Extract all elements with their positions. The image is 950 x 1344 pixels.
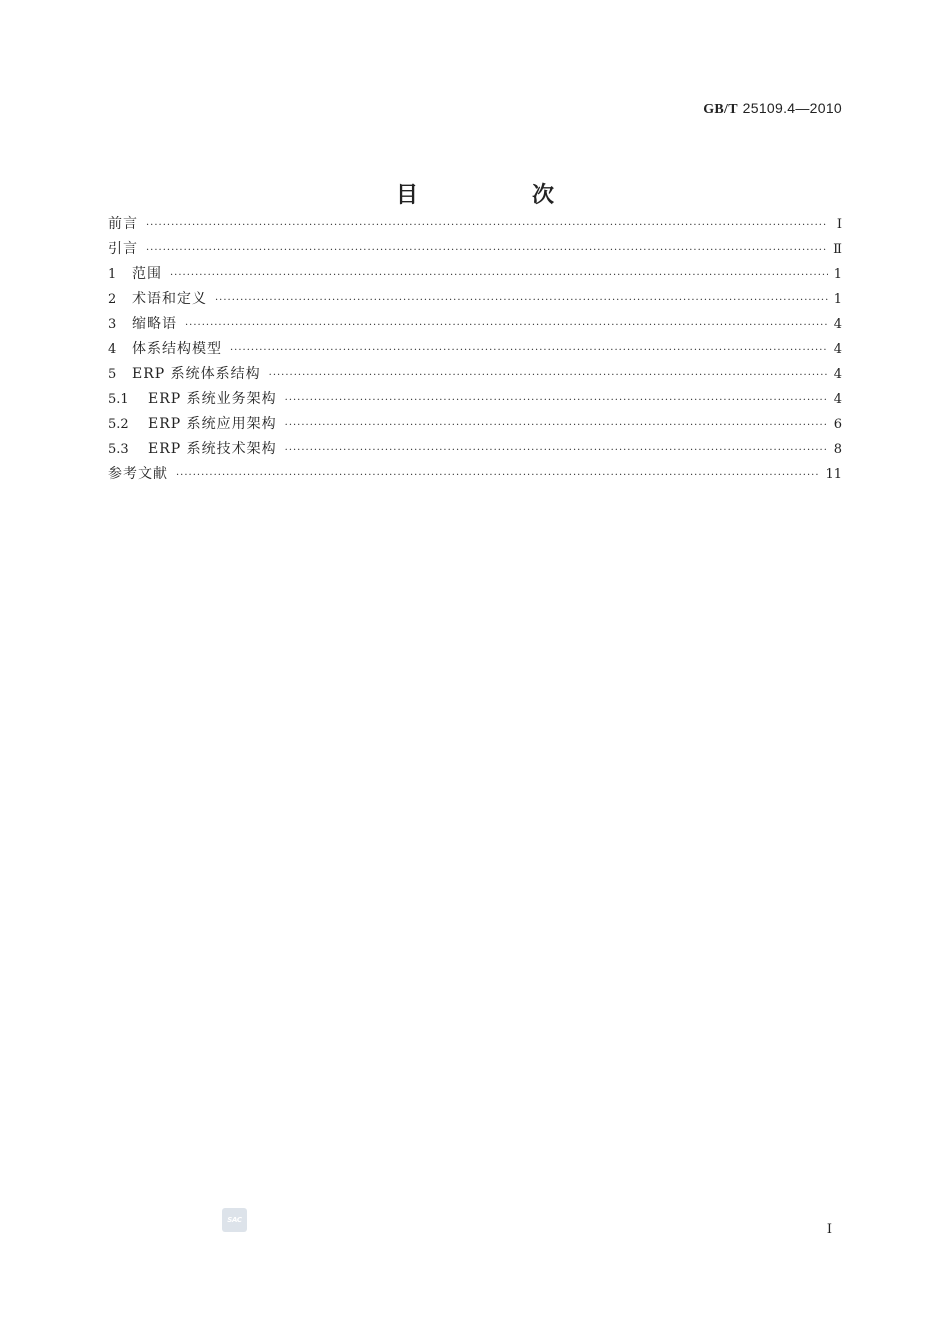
- toc-entry-label: ERP 系统应用架构: [148, 416, 277, 432]
- toc-entry-page: 11: [825, 467, 842, 482]
- toc-entry-page: 1: [833, 292, 842, 307]
- toc-entry-page: Ⅱ: [833, 242, 842, 257]
- toc-leader-dots: [285, 438, 828, 463]
- toc-entry-number: 2: [108, 292, 117, 307]
- toc-entry-number: 5: [108, 367, 117, 382]
- toc-entry[interactable]: [108, 462, 842, 487]
- toc-entry-number: 5.2: [108, 417, 129, 432]
- toc-entry[interactable]: [108, 312, 842, 337]
- toc-leader-dots: [176, 463, 819, 488]
- toc-entry[interactable]: [108, 212, 842, 237]
- toc-entry-label: 缩略语: [132, 316, 177, 332]
- standard-code: [703, 100, 842, 118]
- toc-entry-label: 体系结构模型: [132, 341, 222, 357]
- toc-entry[interactable]: [108, 287, 842, 312]
- toc-leader-dots: [285, 413, 828, 438]
- standard-prefix: GB/T: [703, 102, 738, 117]
- toc-entry-page: 4: [833, 392, 842, 407]
- toc-entry-label: ERP 系统体系结构: [132, 366, 261, 382]
- toc-entry-label: 参考文献: [108, 466, 168, 482]
- toc-entry-page: Ⅰ: [836, 217, 842, 232]
- toc-leader-dots: [230, 338, 828, 363]
- toc-entry[interactable]: [108, 262, 842, 287]
- toc-leader-dots: [185, 313, 828, 338]
- toc-leader-dots: [269, 363, 828, 388]
- toc-entry-number: 4: [108, 342, 117, 357]
- toc-entry[interactable]: [108, 412, 842, 437]
- toc-leader-dots: [146, 238, 827, 263]
- page-number: Ⅰ: [826, 1222, 832, 1237]
- toc-entry-page: 6: [833, 417, 842, 432]
- toc-entry-page: 4: [833, 367, 842, 382]
- toc-entry[interactable]: [108, 437, 842, 462]
- toc-entry[interactable]: [108, 387, 842, 412]
- toc-entry-label: ERP 系统技术架构: [148, 441, 277, 457]
- toc-entry-label: ERP 系统业务架构: [148, 391, 277, 407]
- toc-entry-page: 8: [833, 442, 842, 457]
- table-of-contents: [108, 212, 842, 487]
- toc-entry-page: 1: [833, 267, 842, 282]
- standard-number: 25109.4—2010: [742, 100, 842, 116]
- toc-entry-label: 前言: [108, 216, 138, 232]
- toc-entry-number: 5.1: [108, 392, 129, 407]
- toc-entry[interactable]: [108, 237, 842, 262]
- toc-entry-number: 5.3: [108, 442, 129, 457]
- toc-entry-number: 1: [108, 267, 117, 282]
- toc-leader-dots: [285, 388, 828, 413]
- sac-logo-text: SAC: [227, 1216, 242, 1224]
- toc-entry-page: 4: [833, 317, 842, 332]
- toc-leader-dots: [215, 288, 828, 313]
- toc-entry-page: 4: [833, 342, 842, 357]
- toc-leader-dots: [170, 263, 828, 288]
- toc-entry-label: 范围: [132, 266, 162, 282]
- toc-entry[interactable]: [108, 362, 842, 387]
- toc-entry[interactable]: [108, 337, 842, 362]
- toc-entry-label: 引言: [108, 241, 138, 257]
- toc-leader-dots: [146, 213, 828, 238]
- sac-logo: [222, 1208, 247, 1232]
- toc-entry-number: 3: [108, 317, 117, 332]
- toc-entry-label: 术语和定义: [132, 291, 207, 307]
- toc-title: 目 次: [395, 183, 600, 208]
